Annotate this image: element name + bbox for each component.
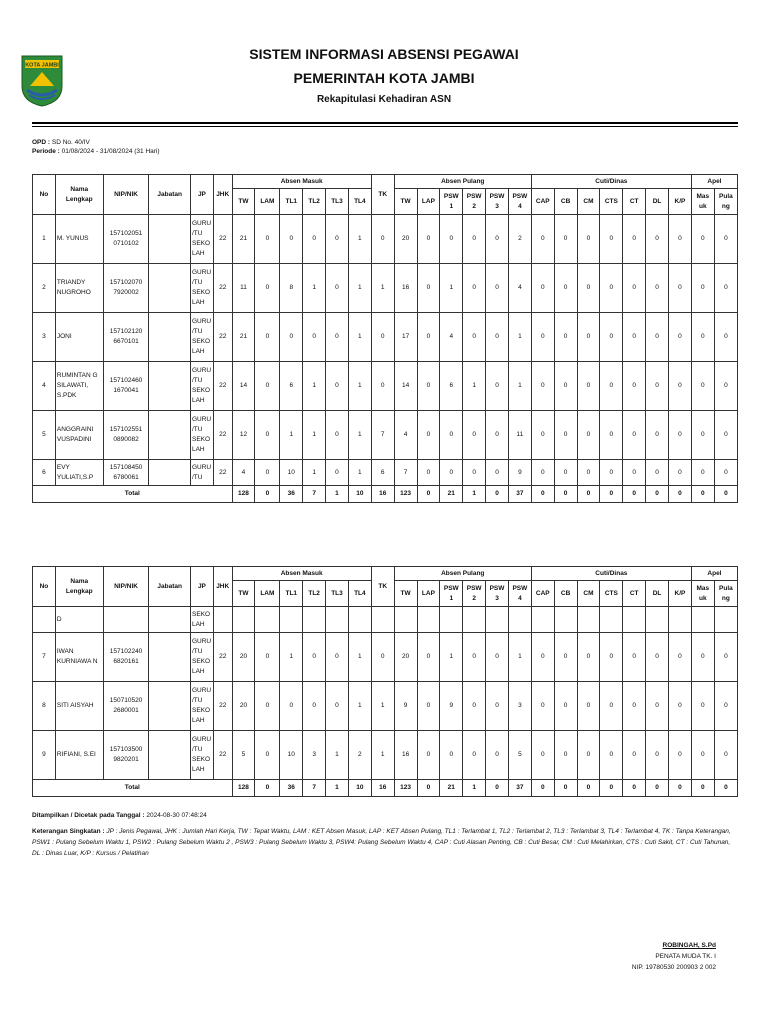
report-title: Rekapitulasi Kehadiran ASN bbox=[316, 94, 452, 105]
page-title: SISTEM INFORMASI ABSENSI PEGAWAI bbox=[249, 46, 519, 62]
col-jp: JP bbox=[190, 567, 213, 607]
col-sub-header: TW bbox=[232, 189, 255, 215]
col-sub-header: CT bbox=[623, 189, 646, 215]
col-sub-header: DL bbox=[646, 581, 669, 607]
opd-value: SD No. 40/IV bbox=[51, 139, 90, 146]
col-absen-pulang: Absen Pulang bbox=[394, 175, 531, 189]
table-row: 2 TRIANDY NUGROHO 157102070 7920002 GURU /TU SEKO LAH 22 11 0 8 1 0 1 1 16 0 1 0 0 4 0 0 0 0 0 0 0 0 0 bbox=[33, 264, 738, 313]
col-tk: TK bbox=[371, 175, 394, 215]
table-row: 8 SITI AISYAH 150710520 2680001 GURU /TU SEKO LAH 22 20 0 0 0 0 1 1 9 0 9 0 0 3 0 0 0 0 0 0 0 0 0 bbox=[33, 682, 738, 731]
col-sub-header: TL4 bbox=[348, 189, 371, 215]
col-sub-header: K/P bbox=[668, 189, 691, 215]
col-sub-header: PSW 4 bbox=[508, 581, 531, 607]
col-sub-header: K/P bbox=[668, 581, 691, 607]
signer-name: ROBINGAH, S.Pd bbox=[662, 942, 716, 949]
col-sub-header: PSW 2 bbox=[463, 189, 486, 215]
col-sub-header: CB bbox=[554, 581, 577, 607]
col-sub-header: TW bbox=[394, 189, 417, 215]
signer-rank: PENATA MUDA TK. I bbox=[655, 953, 716, 960]
col-jp: JP bbox=[190, 175, 213, 215]
col-cuti-dinas: Cuti/Dinas bbox=[531, 567, 691, 581]
periode-value: 01/08/2024 - 31/08/2024 (31 Hari) bbox=[61, 148, 160, 155]
col-tk: TK bbox=[371, 567, 394, 607]
total-row: Total 128 0 36 7 1 10 16 123 0 21 1 0 37 0 0 0 0 0 0 0 0 0 bbox=[33, 780, 738, 797]
col-sub-header: CTS bbox=[600, 581, 623, 607]
col-sub-header: Pula ng bbox=[714, 581, 737, 607]
col-sub-header: PSW 3 bbox=[486, 189, 509, 215]
signer-nip: NIP. 19780530 200903 2 002 bbox=[631, 964, 716, 971]
col-absen-pulang: Absen Pulang bbox=[394, 567, 531, 581]
col-sub-header: LAP bbox=[417, 581, 440, 607]
col-sub-header: LAP bbox=[417, 189, 440, 215]
legend-abbreviations: Keterangan Singkatan : JP : Jenis Pegawai, JHK : Jumlah Hari Kerja, TW : Tepat Waktu, LAM : KET Absen Masuk, LAP : KET Absen Pulang, TL1 : Terlambat 1, TL2 : Terlambat 2, TL3 : Terlambat 3, TL4 : Terlambat 4, TK : Tanpa Keterangan, PSW1 : Pulang Sebelum Waktu 1, PSW2 : Pulang Sebelum Waktu 2 , PSW3 : Pulang Sebelum Waktu 3, PSW4: Pulang Sebelum Waktu 4, CAP : Cuti Alasan Penting, CB : Cuti Besar, CM : Cuti Melahirkan, CTS : Cuti Sakit, CT : Cuti Tahunan, DL : Dinas Luar, K/P : Kursus / Pelatihan bbox=[32, 828, 731, 857]
page-subtitle: PEMERINTAH KOTA JAMBI bbox=[293, 70, 475, 86]
periode-line: Periode : 01/08/2024 - 31/08/2024 (31 Hari) bbox=[32, 148, 160, 155]
col-absen-masuk: Absen Masuk bbox=[232, 567, 371, 581]
col-jhk: JHK bbox=[213, 175, 232, 215]
printed-date: Ditampilkan / Dicetak pada Tanggal : 2024-08-30 07:48:24 bbox=[32, 812, 207, 819]
col-no: No bbox=[33, 175, 56, 215]
col-jhk: JHK bbox=[213, 567, 232, 607]
table-row: 4 RUMINTAN G SILAWATI, S.PDK 157102460 1670041 GURU /TU SEKO LAH 22 14 0 6 1 0 1 0 14 0 6 1 0 1 0 0 0 0 0 0 0 0 0 bbox=[33, 362, 738, 411]
col-sub-header: TL4 bbox=[348, 581, 371, 607]
col-sub-header: PSW 2 bbox=[463, 581, 486, 607]
col-sub-header: TW bbox=[394, 581, 417, 607]
header-divider bbox=[32, 122, 738, 124]
col-cuti-dinas: Cuti/Dinas bbox=[531, 175, 691, 189]
col-no: No bbox=[33, 567, 56, 607]
col-sub-header: Pula ng bbox=[714, 189, 737, 215]
table-row: 5 ANGGRAINI VUSPADINI 157102551 0890082 GURU /TU SEKO LAH 22 12 0 1 1 0 1 7 4 0 0 0 0 11 0 0 0 0 0 0 0 0 0 bbox=[33, 411, 738, 460]
col-sub-header: CAP bbox=[531, 581, 554, 607]
table-row: 3 JONI 157102120 6670101 GURU /TU SEKO LAH 22 21 0 0 0 0 1 0 17 0 4 0 0 1 0 0 0 0 0 0 0 0 0 bbox=[33, 313, 738, 362]
col-absen-masuk: Absen Masuk bbox=[232, 175, 371, 189]
col-sub-header: CM bbox=[577, 581, 600, 607]
col-sub-header: CAP bbox=[531, 189, 554, 215]
col-sub-header: Mas uk bbox=[691, 189, 714, 215]
col-sub-header: TL1 bbox=[280, 189, 303, 215]
opd-line: OPD : SD No. 40/IV bbox=[32, 139, 90, 146]
table-row: 6 EVY YULIATI,S.P 157108450 6780061 GURU /TU 22 4 0 10 1 0 1 6 7 0 0 0 0 9 0 0 0 0 0 0 0 0 0 bbox=[33, 460, 738, 486]
logo-text: KOTA JAMBI bbox=[25, 62, 59, 69]
col-sub-header: TL3 bbox=[326, 189, 349, 215]
col-jabatan: Jabatan bbox=[149, 175, 191, 215]
col-sub-header: CTS bbox=[600, 189, 623, 215]
col-sub-header: LAM bbox=[255, 581, 280, 607]
col-apel: Apel bbox=[691, 175, 737, 189]
col-sub-header: PSW 3 bbox=[486, 581, 509, 607]
table-row: 1 M. YUNUS 157102051 0710102 GURU /TU SEKO LAH 22 21 0 0 0 0 1 0 20 0 0 0 0 2 0 0 0 0 0 0 0 0 0 bbox=[33, 215, 738, 264]
col-sub-header: TL1 bbox=[280, 581, 303, 607]
col-sub-header: TL2 bbox=[303, 189, 326, 215]
col-nip: NIP/NIK bbox=[103, 175, 149, 215]
col-nama: Nama Lengkap bbox=[55, 175, 103, 215]
col-nama: Nama Lengkap bbox=[55, 567, 103, 607]
col-sub-header: TL3 bbox=[326, 581, 349, 607]
table-row-continued: D SEKO LAH bbox=[33, 607, 738, 633]
header-divider-thin bbox=[32, 126, 738, 127]
attendance-table-page1 bbox=[32, 174, 738, 503]
col-sub-header: DL bbox=[646, 189, 669, 215]
table-row: 7 IWAN KURNIAWA N 157102240 6820161 GURU /TU SEKO LAH 22 20 0 1 0 0 1 0 20 0 1 0 0 1 0 0 0 0 0 0 0 0 0 bbox=[33, 633, 738, 682]
col-sub-header: PSW 1 bbox=[440, 189, 463, 215]
col-sub-header: CM bbox=[577, 189, 600, 215]
col-sub-header: CT bbox=[623, 581, 646, 607]
col-jabatan: Jabatan bbox=[149, 567, 191, 607]
col-sub-header: PSW 4 bbox=[508, 189, 531, 215]
col-sub-header: TW bbox=[232, 581, 255, 607]
col-sub-header: LAM bbox=[255, 189, 280, 215]
table-row: 9 RIFIANI, S.EI 157103500 9820201 GURU /TU SEKO LAH 22 5 0 10 3 1 2 1 16 0 0 0 0 5 0 0 0 0 0 0 0 0 0 bbox=[33, 731, 738, 780]
col-sub-header: TL2 bbox=[303, 581, 326, 607]
signature-block bbox=[600, 940, 716, 973]
attendance-table-page2 bbox=[32, 566, 738, 797]
col-sub-header: PSW 1 bbox=[440, 581, 463, 607]
col-sub-header: Mas uk bbox=[691, 581, 714, 607]
col-nip: NIP/NIK bbox=[103, 567, 149, 607]
total-row: Total 128 0 36 7 1 10 16 123 0 21 1 0 37 0 0 0 0 0 0 0 0 0 bbox=[33, 486, 738, 503]
col-sub-header: CB bbox=[554, 189, 577, 215]
col-apel: Apel bbox=[691, 567, 737, 581]
